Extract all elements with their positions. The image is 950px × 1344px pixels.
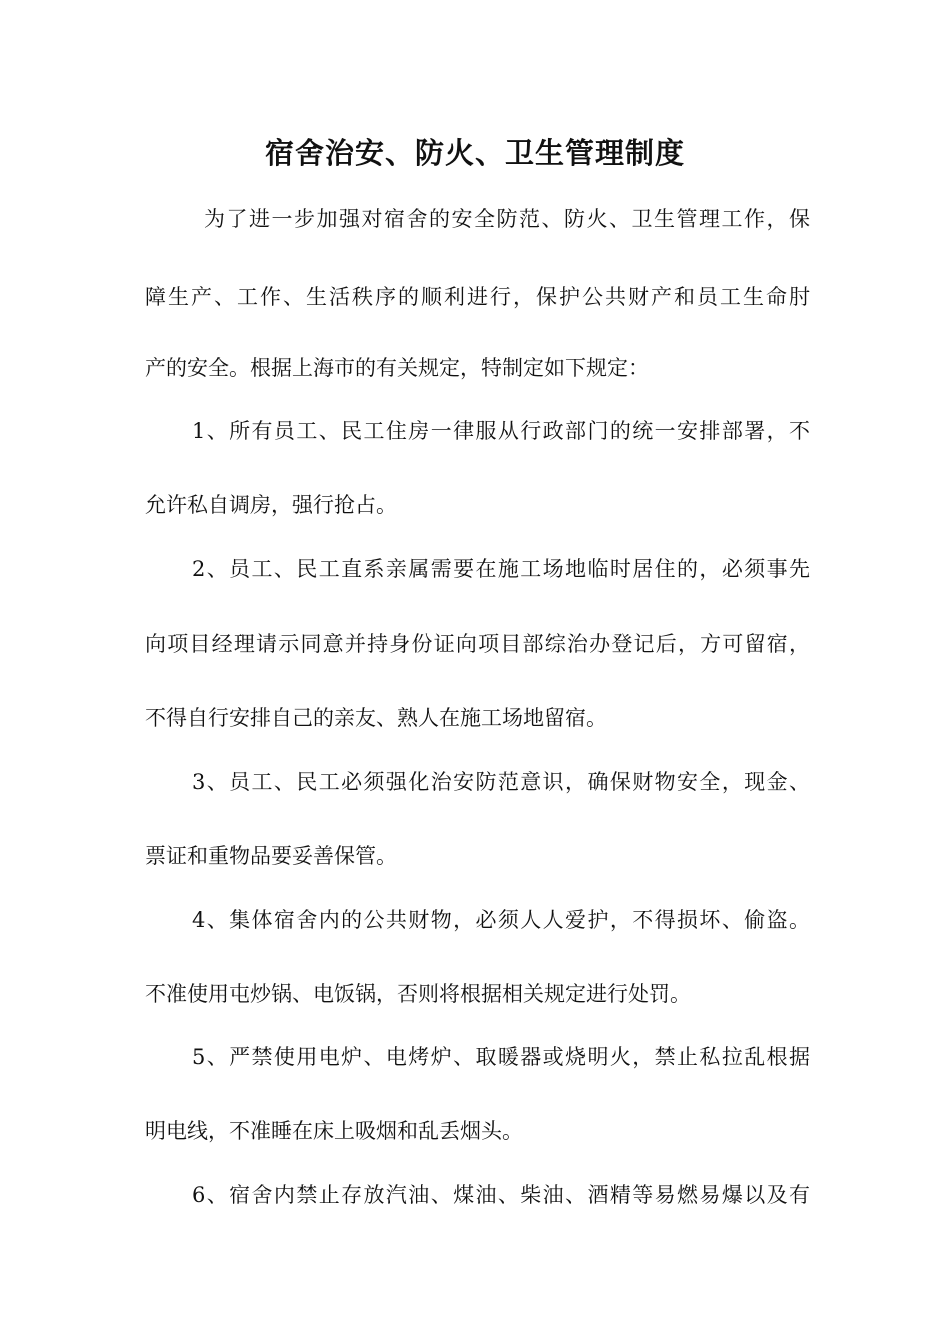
paragraph-line: 4、集体宿舍内的公共财物，必须人人爱护，不得损坏、偷盗。 <box>192 908 810 932</box>
paragraph-line: 为了进一步加强对宿舍的安全防范、防火、卫生管理工作，保 <box>204 207 810 231</box>
paragraph-line: 不得自行安排自己的亲友、熟人在施工场地留宿。 <box>145 706 607 730</box>
paragraph-line: 2、员工、民工直系亲属需要在施工场地临时居住的，必须事先 <box>192 557 810 581</box>
paragraph-line: 允许私自调房，强行抢占。 <box>145 493 397 517</box>
paragraph-line: 1、所有员工、民工住房一律服从行政部门的统一安排部署，不 <box>192 419 810 443</box>
paragraph-line: 向项目经理请示同意并持身份证向项目部综治办登记后，方可留宿， <box>145 632 810 656</box>
paragraph-line: 明电线，不准睡在床上吸烟和乱丢烟头。 <box>145 1119 523 1143</box>
paragraph-line: 障生产、工作、生活秩序的顺利进行，保护公共财产和员工生命肘 <box>145 285 810 309</box>
paragraph-line: 不准使用屯炒锅、电饭锅，否则将根据相关规定进行处罚。 <box>145 982 691 1006</box>
paragraph-line: 3、员工、民工必须强化治安防范意识，确保财物安全，现金、 <box>192 770 810 794</box>
paragraph-line: 票证和重物品要妥善保管。 <box>145 844 397 868</box>
paragraph-line: 产的安全。根据上海市的有关规定，特制定如下规定： <box>145 356 649 380</box>
paragraph-line: 5、严禁使用电炉、电烤炉、取暖器或烧明火，禁止私拉乱根据 <box>192 1045 810 1069</box>
paragraph-line: 6、宿舍内禁止存放汽油、煤油、柴油、酒精等易燃易爆以及有 <box>192 1183 810 1207</box>
document-title: 宿舍治安、防火、卫生管理制度 <box>264 136 685 170</box>
